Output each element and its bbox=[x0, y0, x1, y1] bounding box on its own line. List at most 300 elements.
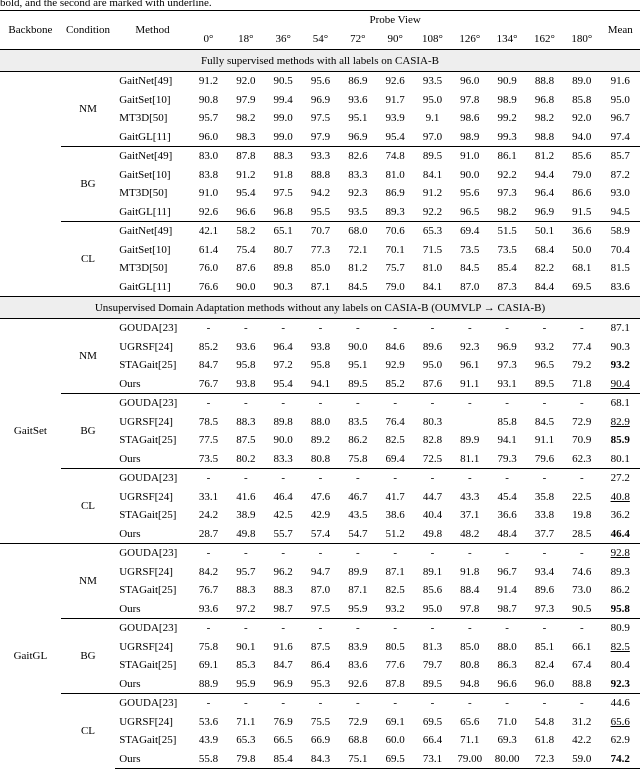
value-cell: 90.5 bbox=[265, 72, 302, 91]
value-cell: 83.9 bbox=[348, 640, 368, 653]
value-cell: 44.7 bbox=[422, 490, 443, 503]
value-cell: 75.7 bbox=[385, 262, 405, 275]
value-cell: 88.3 bbox=[273, 584, 293, 597]
value-cell: 84.5 bbox=[348, 280, 368, 293]
section-title: Fully supervised methods with all labels on CASIA-B bbox=[0, 50, 640, 72]
value-cell: 87.6 bbox=[422, 377, 443, 390]
value-cell: 96.2 bbox=[273, 565, 293, 578]
table-row bbox=[0, 147, 640, 166]
value-cell: 65.3 bbox=[414, 222, 451, 241]
mean-cell: 36.2 bbox=[610, 509, 630, 522]
method-cell: UGRSF[24] bbox=[119, 715, 173, 728]
value-cell: - bbox=[488, 544, 525, 563]
header-probe-view: Probe View bbox=[190, 11, 601, 30]
value-cell: 95.1 bbox=[348, 112, 368, 125]
value-cell: 93.1 bbox=[497, 377, 517, 390]
value-cell: - bbox=[302, 619, 339, 638]
empty-cell bbox=[451, 413, 488, 432]
value-cell: 97.5 bbox=[310, 112, 331, 125]
header-mean: Mean bbox=[600, 11, 640, 50]
value-cell: 81.0 bbox=[422, 262, 443, 275]
value-cell: 71.1 bbox=[236, 715, 256, 728]
value-cell: 89.9 bbox=[460, 434, 480, 447]
value-cell: 98.2 bbox=[497, 205, 517, 218]
value-cell: 69.4 bbox=[385, 452, 405, 465]
value-cell: 91.8 bbox=[273, 168, 293, 181]
value-cell: 97.3 bbox=[497, 359, 517, 372]
value-cell: 66.1 bbox=[572, 640, 592, 653]
value-cell: 95.7 bbox=[236, 565, 256, 578]
value-cell: 88.3 bbox=[236, 415, 256, 428]
value-cell: - bbox=[451, 319, 488, 338]
value-cell: 50.0 bbox=[572, 243, 592, 256]
value-cell: 75.8 bbox=[198, 640, 219, 653]
value-cell: 24.2 bbox=[198, 509, 219, 522]
value-cell: 88.8 bbox=[572, 677, 592, 690]
mean-cell: 82.5 bbox=[610, 640, 630, 653]
value-cell: 70.6 bbox=[376, 222, 413, 241]
value-cell: 98.2 bbox=[236, 112, 256, 125]
header-angle: 134° bbox=[488, 29, 525, 50]
value-cell: 85.4 bbox=[265, 750, 302, 769]
value-cell: 82.2 bbox=[534, 262, 555, 275]
value-cell: 90.8 bbox=[198, 93, 219, 106]
value-cell: 87.3 bbox=[497, 280, 517, 293]
mean-cell: 92.8 bbox=[600, 544, 640, 563]
value-cell: 41.7 bbox=[385, 490, 405, 503]
value-cell: 92.3 bbox=[348, 187, 368, 200]
value-cell: 82.6 bbox=[339, 147, 376, 166]
mean-cell: 80.4 bbox=[610, 659, 630, 672]
value-cell: 97.2 bbox=[273, 359, 293, 372]
value-cell: 79.00 bbox=[451, 750, 488, 769]
value-cell: 96.0 bbox=[534, 677, 555, 690]
value-cell: 41.6 bbox=[236, 490, 256, 503]
value-cell: 75.5 bbox=[310, 715, 331, 728]
value-cell: 59.0 bbox=[563, 750, 600, 769]
value-cell: 75.8 bbox=[348, 452, 368, 465]
value-cell: - bbox=[451, 469, 488, 488]
value-cell: 94.1 bbox=[310, 377, 331, 390]
value-cell: 99.0 bbox=[273, 112, 293, 125]
value-cell: 91.8 bbox=[460, 565, 480, 578]
value-cell: - bbox=[488, 469, 525, 488]
table-row bbox=[0, 619, 640, 638]
value-cell: 96.9 bbox=[348, 130, 368, 143]
value-cell: - bbox=[451, 394, 488, 413]
value-cell: 83.0 bbox=[190, 147, 227, 166]
value-cell: 88.0 bbox=[310, 415, 331, 428]
table-row bbox=[0, 694, 640, 713]
value-cell: 95.0 bbox=[422, 602, 443, 615]
table-row bbox=[0, 222, 640, 241]
condition-cell: BG bbox=[61, 394, 115, 469]
value-cell: 96.8 bbox=[273, 205, 293, 218]
method-cell: STAGait[25] bbox=[119, 509, 177, 522]
value-cell: 98.3 bbox=[236, 130, 256, 143]
method-cell: GaitSet[10] bbox=[119, 93, 171, 106]
value-cell: 84.7 bbox=[198, 359, 219, 372]
value-cell: 95.8 bbox=[236, 359, 256, 372]
value-cell: 72.1 bbox=[348, 243, 368, 256]
value-cell: 49.8 bbox=[422, 527, 443, 540]
value-cell: - bbox=[414, 469, 451, 488]
value-cell: - bbox=[563, 394, 600, 413]
value-cell: 89.8 bbox=[273, 415, 293, 428]
value-cell: 90.9 bbox=[488, 72, 525, 91]
method-cell: STAGait[25] bbox=[119, 584, 177, 597]
value-cell: 85.1 bbox=[534, 640, 555, 653]
value-cell: 73.5 bbox=[198, 452, 219, 465]
value-cell: 93.6 bbox=[236, 340, 256, 353]
mean-cell: 40.8 bbox=[610, 490, 630, 503]
value-cell: 85.0 bbox=[460, 640, 480, 653]
header-row-1 bbox=[0, 11, 640, 30]
value-cell: 46.4 bbox=[273, 490, 293, 503]
header-angle: 108° bbox=[414, 29, 451, 50]
mean-cell: 86.2 bbox=[610, 584, 630, 597]
value-cell: 61.4 bbox=[198, 243, 219, 256]
value-cell: - bbox=[190, 544, 227, 563]
value-cell: 91.2 bbox=[236, 168, 256, 181]
value-cell: 58.2 bbox=[227, 222, 264, 241]
value-cell: 49.8 bbox=[236, 527, 256, 540]
value-cell: - bbox=[302, 469, 339, 488]
method-cell: STAGait[25] bbox=[119, 359, 177, 372]
value-cell: 85.3 bbox=[236, 659, 256, 672]
value-cell: - bbox=[339, 394, 376, 413]
header-angle: 72° bbox=[339, 29, 376, 50]
value-cell: 76.7 bbox=[198, 377, 219, 390]
mean-cell: 93.2 bbox=[610, 359, 630, 372]
value-cell: 51.2 bbox=[385, 527, 405, 540]
value-cell: 80.3 bbox=[422, 415, 443, 428]
value-cell: 71.8 bbox=[572, 377, 592, 390]
value-cell: 90.5 bbox=[572, 602, 592, 615]
value-cell: 85.2 bbox=[198, 340, 219, 353]
value-cell: 86.1 bbox=[488, 147, 525, 166]
method-cell: UGRSF[24] bbox=[119, 415, 173, 428]
value-cell: 95.1 bbox=[348, 359, 368, 372]
value-cell: 87.5 bbox=[236, 434, 256, 447]
mean-cell: 85.7 bbox=[600, 147, 640, 166]
value-cell: 82.4 bbox=[534, 659, 555, 672]
value-cell: 95.6 bbox=[302, 72, 339, 91]
value-cell: 38.6 bbox=[385, 509, 405, 522]
mean-cell: 93.0 bbox=[610, 187, 630, 200]
value-cell: 98.2 bbox=[534, 112, 555, 125]
value-cell: 97.0 bbox=[422, 130, 443, 143]
value-cell: 38.9 bbox=[236, 509, 256, 522]
value-cell: 57.4 bbox=[310, 527, 331, 540]
value-cell: 86.9 bbox=[339, 72, 376, 91]
value-cell: 72.5 bbox=[422, 452, 443, 465]
value-cell: 88.3 bbox=[265, 147, 302, 166]
value-cell: 84.5 bbox=[534, 415, 555, 428]
value-cell: - bbox=[265, 394, 302, 413]
value-cell: 81.1 bbox=[460, 452, 480, 465]
value-cell: 89.8 bbox=[273, 262, 293, 275]
mean-cell: 62.9 bbox=[610, 734, 630, 747]
value-cell: 77.5 bbox=[198, 434, 219, 447]
value-cell: 48.4 bbox=[497, 527, 517, 540]
value-cell: 96.4 bbox=[534, 187, 555, 200]
table-row bbox=[0, 72, 640, 91]
value-cell: 89.5 bbox=[348, 377, 368, 390]
value-cell: 43.3 bbox=[460, 490, 480, 503]
value-cell: 96.0 bbox=[451, 72, 488, 91]
value-cell: 88.8 bbox=[526, 72, 563, 91]
value-cell: 92.9 bbox=[385, 359, 405, 372]
mean-cell: 44.6 bbox=[600, 694, 640, 713]
value-cell: 87.1 bbox=[385, 565, 405, 578]
value-cell: 92.2 bbox=[422, 205, 443, 218]
value-cell: 84.1 bbox=[422, 168, 443, 181]
value-cell: 68.4 bbox=[534, 243, 555, 256]
value-cell: 35.8 bbox=[534, 490, 555, 503]
value-cell: 69.3 bbox=[497, 734, 517, 747]
value-cell: 89.5 bbox=[422, 677, 443, 690]
value-cell: - bbox=[190, 319, 227, 338]
value-cell: - bbox=[526, 694, 563, 713]
value-cell: 95.5 bbox=[310, 205, 331, 218]
header-angle: 36° bbox=[265, 29, 302, 50]
condition-cell: CL bbox=[61, 694, 115, 769]
value-cell: 92.3 bbox=[460, 340, 480, 353]
value-cell: 71.5 bbox=[422, 243, 443, 256]
value-cell: 95.9 bbox=[348, 602, 368, 615]
value-cell: 97.5 bbox=[310, 602, 331, 615]
value-cell: 80.2 bbox=[236, 452, 256, 465]
value-cell: - bbox=[526, 544, 563, 563]
value-cell: 96.6 bbox=[236, 205, 256, 218]
value-cell: 93.9 bbox=[385, 112, 405, 125]
mean-cell: 90.3 bbox=[610, 340, 630, 353]
value-cell: 86.3 bbox=[497, 659, 517, 672]
mean-cell: 85.9 bbox=[610, 434, 630, 447]
method-cell: GaitNet[49] bbox=[115, 72, 190, 91]
value-cell: 96.9 bbox=[310, 93, 331, 106]
value-cell: - bbox=[414, 694, 451, 713]
value-cell: 51.5 bbox=[488, 222, 525, 241]
value-cell: 53.6 bbox=[198, 715, 219, 728]
value-cell: 42.2 bbox=[572, 734, 592, 747]
mean-cell: 82.9 bbox=[610, 415, 630, 428]
value-cell: - bbox=[302, 319, 339, 338]
value-cell: 65.3 bbox=[236, 734, 256, 747]
value-cell: 80.00 bbox=[488, 750, 525, 769]
value-cell: 55.7 bbox=[273, 527, 293, 540]
value-cell: 91.1 bbox=[534, 434, 555, 447]
value-cell: - bbox=[488, 619, 525, 638]
value-cell: 91.5 bbox=[572, 205, 592, 218]
value-cell: 92.6 bbox=[376, 72, 413, 91]
value-cell: 91.0 bbox=[198, 187, 219, 200]
method-cell: UGRSF[24] bbox=[119, 340, 173, 353]
value-cell: 80.5 bbox=[385, 640, 405, 653]
value-cell: 89.1 bbox=[422, 565, 443, 578]
value-cell: 55.8 bbox=[190, 750, 227, 769]
table-row bbox=[0, 319, 640, 338]
backbone-cell bbox=[0, 72, 61, 297]
value-cell: 48.2 bbox=[460, 527, 480, 540]
value-cell: 75.4 bbox=[236, 243, 256, 256]
value-cell: 97.9 bbox=[236, 93, 256, 106]
value-cell: 65.1 bbox=[265, 222, 302, 241]
value-cell: 33.1 bbox=[198, 490, 219, 503]
value-cell: 70.1 bbox=[385, 243, 405, 256]
value-cell: 92.0 bbox=[572, 112, 592, 125]
value-cell: - bbox=[265, 469, 302, 488]
method-cell: GaitGL[11] bbox=[119, 130, 171, 143]
mean-cell: 95.8 bbox=[610, 602, 630, 615]
value-cell: - bbox=[339, 544, 376, 563]
method-cell: GaitGL[11] bbox=[119, 280, 171, 293]
value-cell: 65.6 bbox=[460, 715, 480, 728]
value-cell: - bbox=[451, 544, 488, 563]
method-cell: GaitNet[49] bbox=[115, 147, 190, 166]
value-cell: 95.6 bbox=[460, 187, 480, 200]
value-cell: 84.2 bbox=[198, 565, 219, 578]
value-cell: - bbox=[190, 694, 227, 713]
backbone-cell: GaitGL bbox=[0, 544, 61, 769]
section-title: Unsupervised Domain Adaptation methods without any labels on CASIA-B (OUMVLP → CASIA-B) bbox=[0, 297, 640, 319]
value-cell: - bbox=[302, 544, 339, 563]
header-angle: 54° bbox=[302, 29, 339, 50]
method-cell: GOUDA[23] bbox=[115, 469, 190, 488]
value-cell: 94.7 bbox=[310, 565, 331, 578]
method-cell: Ours bbox=[119, 677, 141, 690]
value-cell: 67.4 bbox=[572, 659, 592, 672]
value-cell: - bbox=[227, 394, 264, 413]
method-cell: Ours bbox=[119, 527, 141, 540]
value-cell: - bbox=[488, 394, 525, 413]
method-cell: GaitSet[10] bbox=[119, 168, 171, 181]
mean-cell: 96.7 bbox=[610, 112, 630, 125]
value-cell: 89.2 bbox=[310, 434, 331, 447]
value-cell: 98.9 bbox=[460, 130, 480, 143]
header-angle: 0° bbox=[190, 29, 227, 50]
value-cell: 92.2 bbox=[497, 168, 517, 181]
value-cell: 97.8 bbox=[460, 602, 480, 615]
value-cell: 95.4 bbox=[236, 187, 256, 200]
value-cell: 68.1 bbox=[572, 262, 592, 275]
value-cell: 91.6 bbox=[273, 640, 293, 653]
value-cell: 95.0 bbox=[422, 93, 443, 106]
value-cell: 95.3 bbox=[310, 677, 331, 690]
value-cell: 84.1 bbox=[422, 280, 443, 293]
value-cell: - bbox=[265, 619, 302, 638]
value-cell: 89.9 bbox=[348, 565, 368, 578]
value-cell: 90.0 bbox=[273, 434, 293, 447]
mean-cell: 58.9 bbox=[600, 222, 640, 241]
value-cell: 54.7 bbox=[348, 527, 368, 540]
method-cell: GaitGL[11] bbox=[119, 205, 171, 218]
mean-cell: 74.2 bbox=[600, 750, 640, 769]
value-cell: 94.8 bbox=[460, 677, 480, 690]
section-header-row bbox=[0, 297, 640, 319]
value-cell: 96.5 bbox=[534, 359, 555, 372]
condition-cell: BG bbox=[61, 147, 115, 222]
value-cell: 81.0 bbox=[385, 168, 405, 181]
value-cell: 85.4 bbox=[497, 262, 517, 275]
value-cell: 75.1 bbox=[339, 750, 376, 769]
value-cell: 43.5 bbox=[348, 509, 368, 522]
value-cell: 96.5 bbox=[460, 205, 480, 218]
value-cell: 87.1 bbox=[348, 584, 368, 597]
value-cell: - bbox=[227, 469, 264, 488]
value-cell: 95.9 bbox=[236, 677, 256, 690]
value-cell: 85.2 bbox=[385, 377, 405, 390]
value-cell: 85.6 bbox=[563, 147, 600, 166]
value-cell: 89.5 bbox=[534, 377, 555, 390]
value-cell: 76.4 bbox=[385, 415, 405, 428]
value-cell: 93.2 bbox=[534, 340, 555, 353]
value-cell: 74.6 bbox=[572, 565, 592, 578]
value-cell: 89.6 bbox=[422, 340, 443, 353]
value-cell: 86.2 bbox=[348, 434, 368, 447]
value-cell: 42.1 bbox=[190, 222, 227, 241]
table-caption: bold, and the second are marked with underline. bbox=[0, 0, 212, 9]
value-cell: - bbox=[376, 544, 413, 563]
value-cell: 94.1 bbox=[497, 434, 517, 447]
value-cell: 54.8 bbox=[534, 715, 555, 728]
method-cell: MT3D[50] bbox=[119, 112, 168, 125]
value-cell: - bbox=[265, 694, 302, 713]
value-cell: 93.3 bbox=[302, 147, 339, 166]
mean-cell: 46.4 bbox=[610, 527, 630, 540]
value-cell: 97.5 bbox=[273, 187, 293, 200]
value-cell: 79.3 bbox=[497, 452, 517, 465]
value-cell: 72.9 bbox=[348, 715, 368, 728]
value-cell: 96.8 bbox=[534, 93, 555, 106]
value-cell: 84.7 bbox=[273, 659, 293, 672]
value-cell: 85.8 bbox=[572, 93, 592, 106]
value-cell: - bbox=[414, 394, 451, 413]
value-cell: 66.4 bbox=[422, 734, 443, 747]
method-cell: GaitSet[10] bbox=[119, 243, 171, 256]
mean-cell: 70.4 bbox=[610, 243, 630, 256]
header-angle: 90° bbox=[376, 29, 413, 50]
value-cell: - bbox=[376, 619, 413, 638]
value-cell: 83.8 bbox=[198, 168, 219, 181]
value-cell: 89.0 bbox=[563, 72, 600, 91]
value-cell: 98.6 bbox=[460, 112, 480, 125]
value-cell: 69.4 bbox=[451, 222, 488, 241]
value-cell: 69.5 bbox=[376, 750, 413, 769]
value-cell: 88.3 bbox=[236, 584, 256, 597]
value-cell: - bbox=[563, 544, 600, 563]
value-cell: 77.4 bbox=[572, 340, 592, 353]
value-cell: - bbox=[414, 544, 451, 563]
value-cell: 79.6 bbox=[534, 452, 555, 465]
value-cell: 61.8 bbox=[534, 734, 555, 747]
value-cell: - bbox=[563, 469, 600, 488]
value-cell: 70.7 bbox=[302, 222, 339, 241]
value-cell: - bbox=[526, 619, 563, 638]
value-cell: 80.8 bbox=[310, 452, 331, 465]
mean-cell: 94.5 bbox=[610, 205, 630, 218]
backbone-cell: GaitSet bbox=[0, 319, 61, 544]
value-cell: 82.5 bbox=[385, 584, 405, 597]
value-cell: - bbox=[265, 544, 302, 563]
value-cell: 83.3 bbox=[273, 452, 293, 465]
value-cell: 37.1 bbox=[460, 509, 480, 522]
section-header-row bbox=[0, 50, 640, 72]
value-cell: 80.7 bbox=[273, 243, 293, 256]
header-method: Method bbox=[115, 11, 190, 50]
mean-cell: 90.4 bbox=[610, 377, 630, 390]
